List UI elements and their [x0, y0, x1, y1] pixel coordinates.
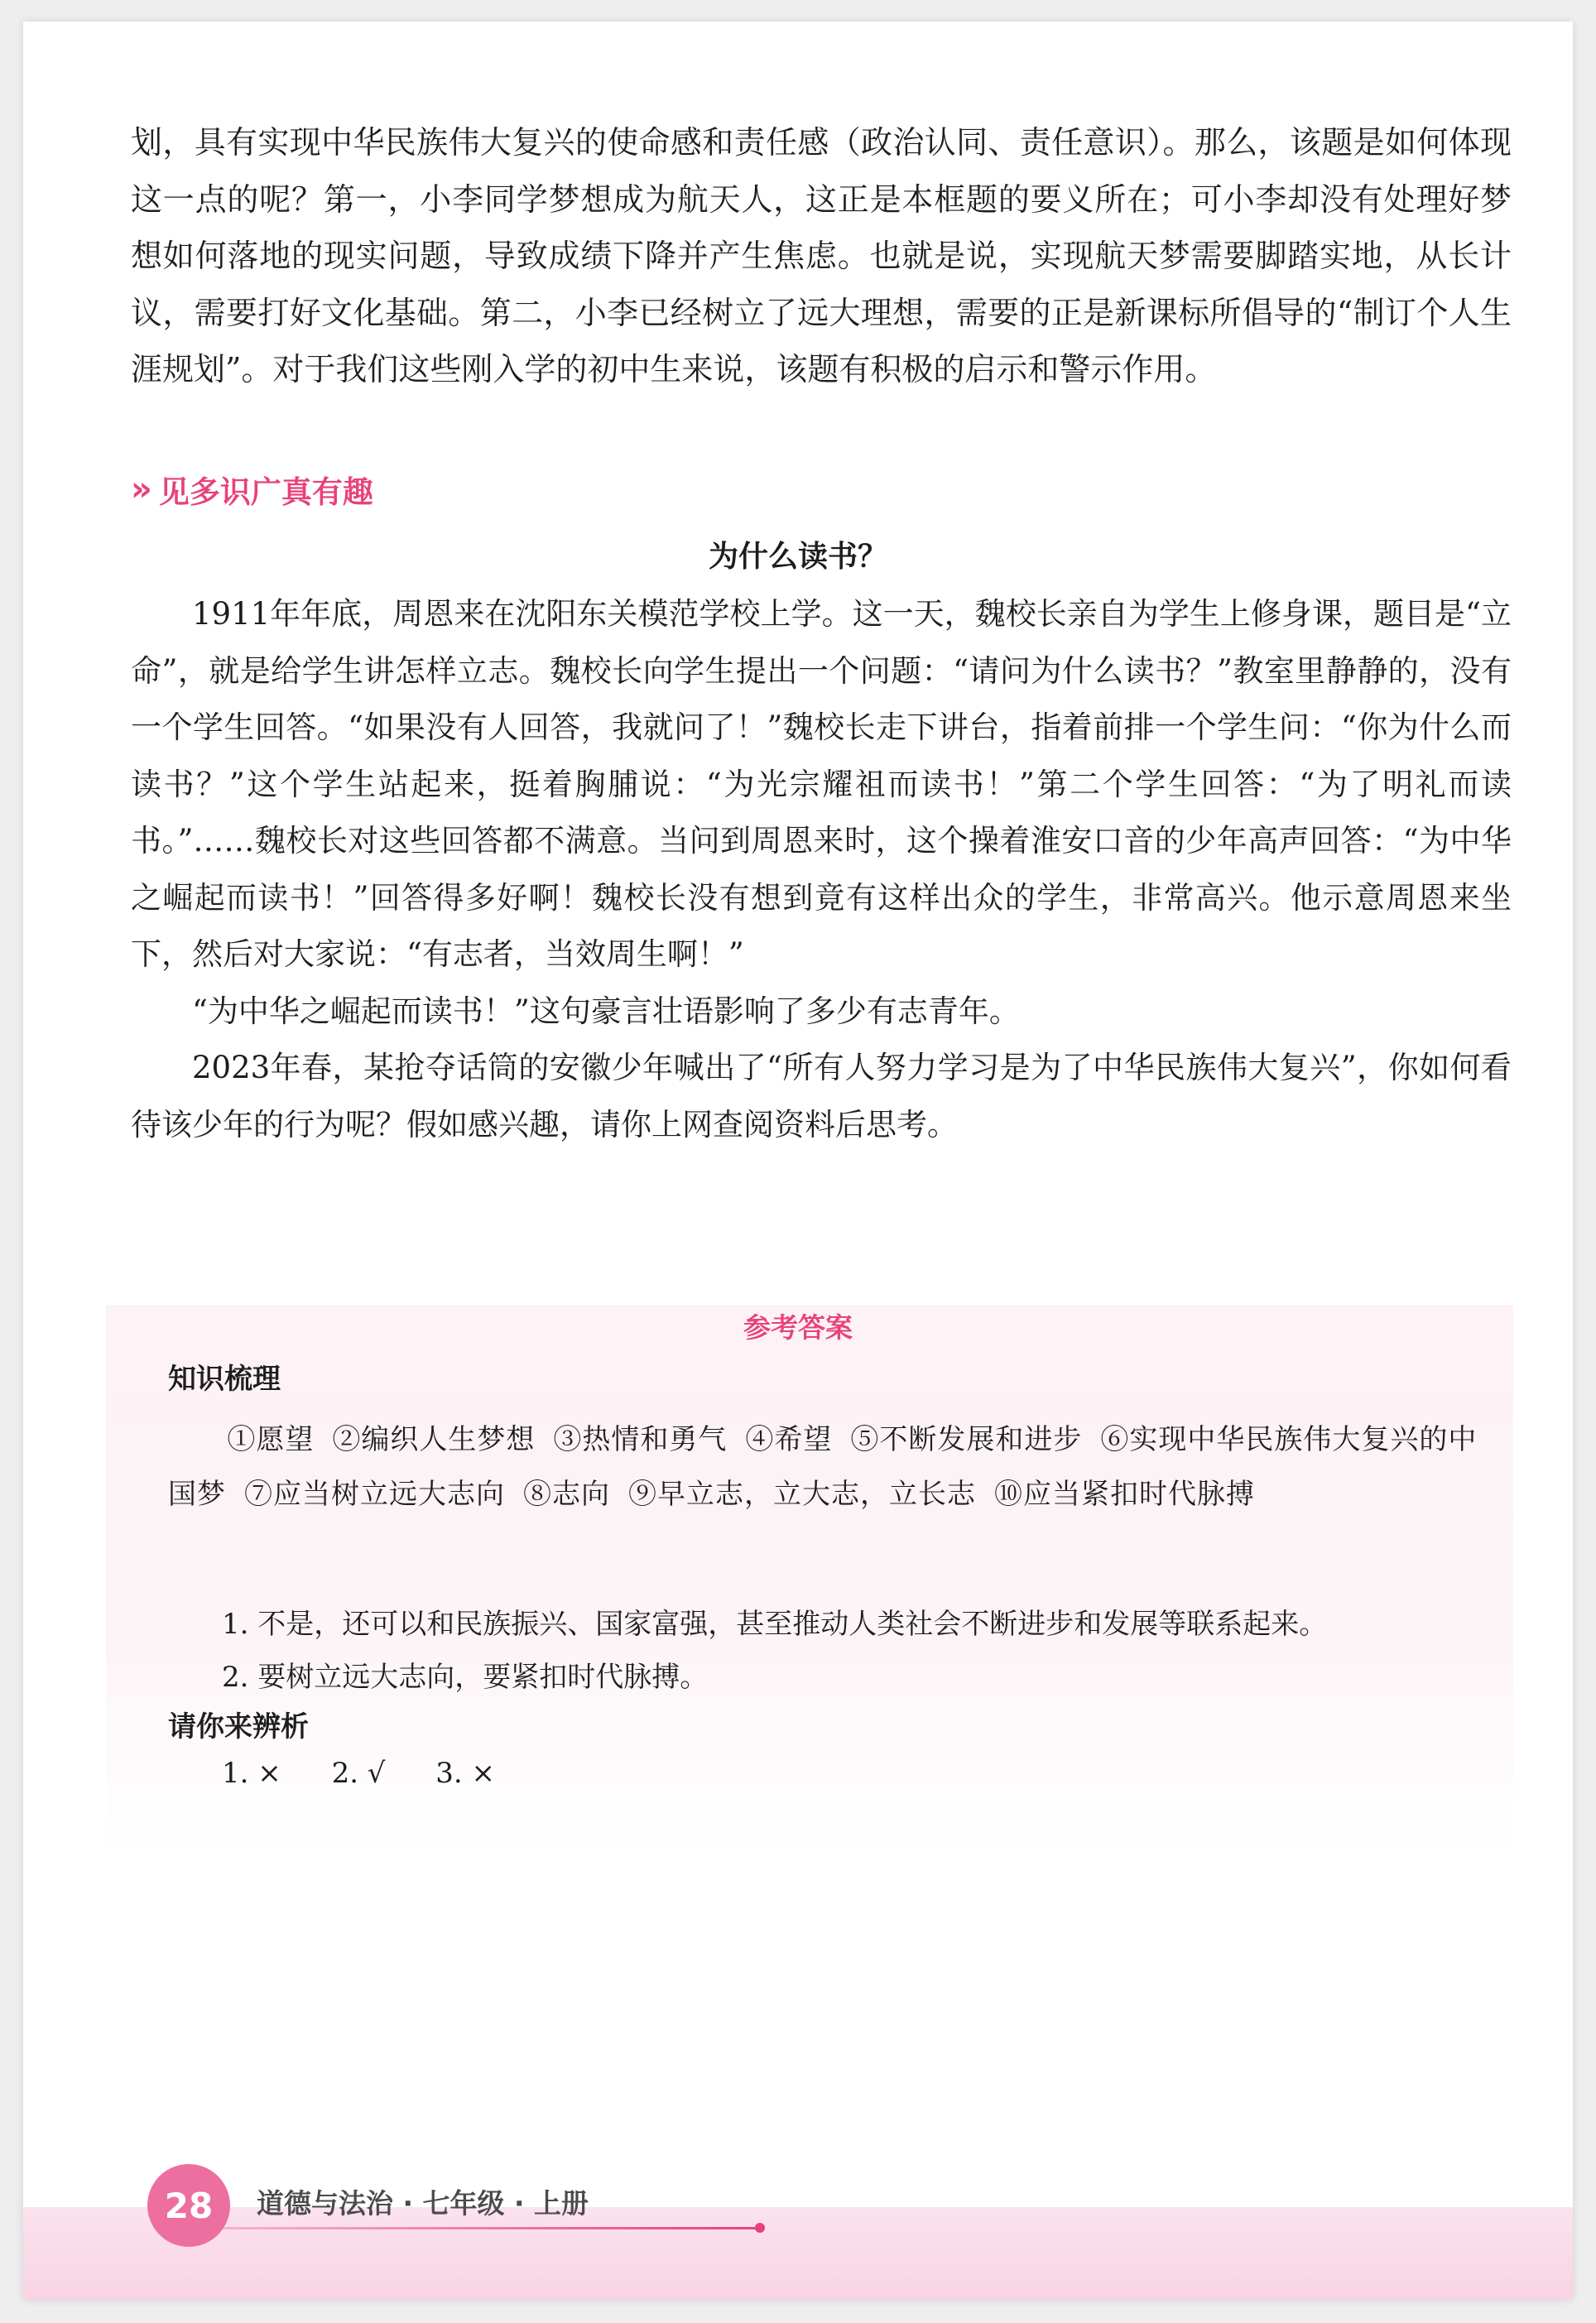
knowledge-item: ⑩应当紧扣时代脉搏	[994, 1478, 1255, 1511]
judge-item: 3. ×	[435, 1757, 496, 1790]
knowledge-item: ③热情和勇气	[553, 1423, 728, 1456]
footer-divider	[189, 2227, 760, 2229]
footer-band	[23, 2207, 1573, 2300]
knowledge-item: ⑧志向	[523, 1478, 610, 1511]
story-title: 为什么读书？	[708, 540, 887, 574]
book-page	[23, 22, 1573, 2300]
knowledge-item: ②编织人生梦想	[332, 1423, 536, 1456]
section-heading	[131, 467, 373, 512]
answer-title: 参考答案	[743, 1311, 853, 1344]
judge-answers	[222, 1757, 536, 1790]
judge-item: 2. √	[331, 1757, 386, 1790]
knowledge-heading: 知识梳理	[168, 1363, 281, 1396]
story-paragraph: “为中华之崛起而读书！”这句豪言壮语影响了多少有志青年。	[192, 993, 1020, 1029]
intro-paragraph: 划，具有实现中华民族伟大复兴的使命感和责任感（政治认同、责任意识）。那么，该题是如何体现这一点的呢？第一，小李同学梦想成为航天人，这正是本框题的要义所在；可小李却没有处理好梦想如何落地的现实问题，导致成绩下降并产生焦虑。也就是说，实现航天梦需要脚踏实地，从长计议，需要打好文化基础。第二，小李已经树立了远大理想，需要的正是新课标所倡导的“制订个人生涯规划”。对于我们这些刚入学的初中生来说，该题有积极的启示和警示作用。	[131, 124, 1512, 387]
knowledge-item: ⑦应当树立远大志向	[244, 1478, 505, 1511]
knowledge-item: ⑨早立志，立大志，立长志	[628, 1478, 976, 1511]
section-title: 见多识广真有趣	[158, 474, 373, 510]
page-number: 28	[147, 2164, 230, 2247]
footer-dot	[755, 2223, 765, 2233]
knowledge-item: ⑥实现中华民族伟大复兴的中国梦	[168, 1423, 1478, 1511]
story-body	[131, 586, 1512, 1153]
knowledge-answers	[168, 1412, 1484, 1522]
knowledge-items	[168, 1412, 1484, 1522]
story-paragraph: 1911年年底，周恩来在沈阳东关模范学校上学。这一天，魏校长亲自为学生上修身课，题目是“立命”，就是给学生讲怎样立志。魏校长向学生提出一个问题：“请问为什么读书？”教室里静静的，没有一个学生回答。“如果没有人回答，我就问了！”魏校长走下讲台，指着前排一个学生问：“你为什么而读书？”这个学生站起来，挺着胸脯说：“为光宗耀祖而读书！”第二个学生回答：“为了明礼而读书。”……魏校长对这些回答都不满意。当问到周恩来时，这个操着淮安口音的少年高声回答：“为中华之崛起而读书！”回答得多好啊！魏校长没有想到竟有这样出众的学生，非常高兴。他示意周恩来坐下，然后对大家说：“有志者，当效周生啊！”	[131, 596, 1512, 972]
qa-answer-1: 1. 不是，还可以和民族振兴、国家富强，甚至推动人类社会不断进步和发展等联系起来。	[222, 1608, 1328, 1641]
knowledge-item: ⑤不断发展和进步	[850, 1423, 1083, 1456]
story-paragraph: 2023年春，某抢夺话筒的安徽少年喊出了“所有人努力学习是为了中华民族伟大复兴”，你如何看待该少年的行为呢？假如感兴趣，请你上网查阅资料后思考。	[131, 1050, 1512, 1142]
double-chevron-icon: »	[131, 470, 144, 508]
judge-heading: 请你来辨析	[168, 1710, 309, 1743]
qa-answer-2: 2. 要树立远大志向，要紧扣时代脉搏。	[222, 1661, 709, 1694]
judge-item: 1. ×	[222, 1757, 281, 1790]
knowledge-item: ④希望	[745, 1423, 833, 1456]
book-title: 道德与法治 · 七年级 · 上册	[257, 2187, 589, 2220]
knowledge-item: ①愿望	[227, 1423, 315, 1456]
